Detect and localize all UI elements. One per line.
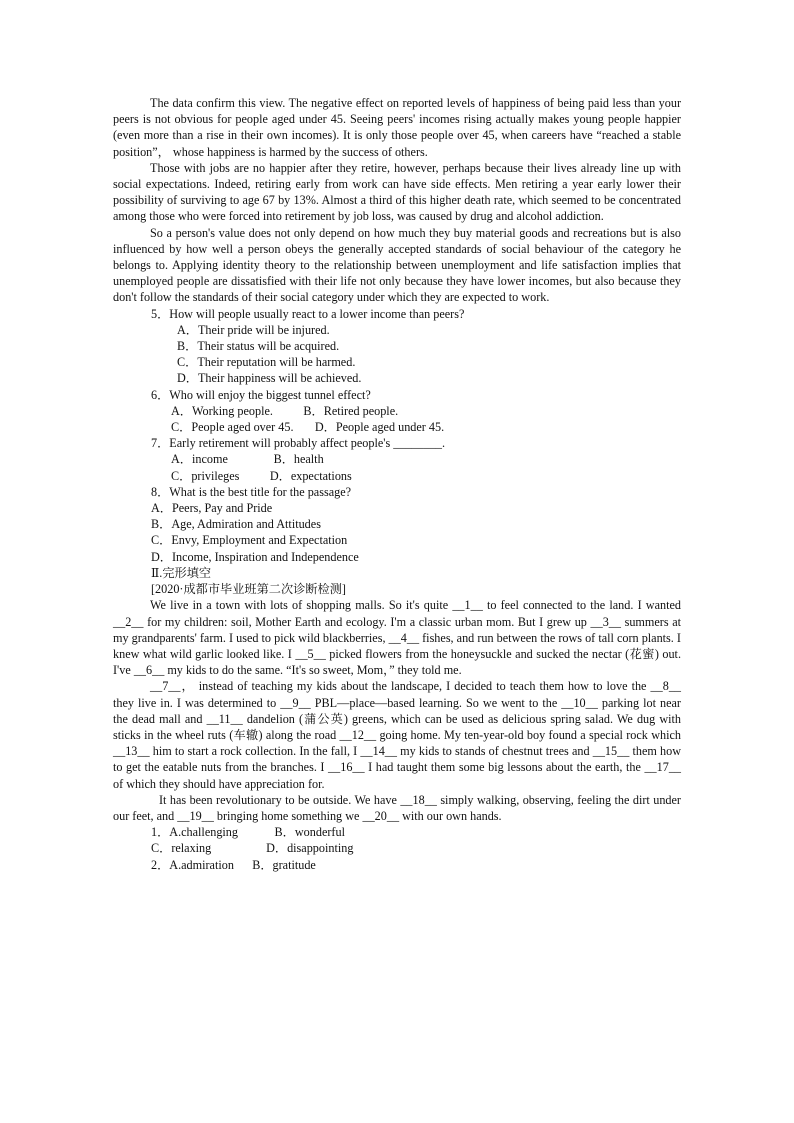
option-b: B．Age, Admiration and Attitudes (151, 517, 321, 532)
question-6 (113, 387, 681, 436)
cloze-paragraph-1 (113, 597, 681, 678)
cloze-text: my kids to stands of chestnut trees and (396, 744, 593, 759)
question-stem: 8．What is the best title for the passage? (151, 484, 352, 499)
options-row-2: C．privileges D．expectations (171, 468, 352, 483)
options-row-2: C．People aged over 45. D．People aged under 45. (171, 420, 445, 435)
cloze-blank: __19__ (177, 808, 214, 823)
cloze-text: him to start a rock collection. In the fall, I (149, 744, 361, 759)
option-b: B．Their status will be acquired. (177, 339, 340, 354)
cloze-paragraph-3 (113, 792, 681, 824)
question-5 (113, 306, 681, 387)
question-stem: 7．Early retirement will probably affect people's ________. (151, 436, 446, 451)
cloze-blank: __2__ (113, 614, 144, 629)
cloze-text: ， instead of teaching my kids about the landscape, I decided to teach them how to love the (180, 679, 651, 694)
cloze-blank: __18__ (400, 792, 437, 807)
cloze-blank: __17__ (644, 760, 682, 775)
question-7 (113, 435, 681, 484)
cloze-blank: __12__ (339, 727, 377, 742)
cloze-text: summers at my grandparents' farm. I used to pick wild blackberries, (113, 614, 681, 645)
cloze-text: of which they should have appreciation for. (113, 776, 325, 791)
cloze-text: picked flowers from the honeysuckle and sucked the nectar (花蜜) out. I've (113, 646, 681, 678)
cloze-blank: __16__ (328, 760, 365, 775)
cloze-blank: __4__ (388, 630, 420, 645)
cloze-text: bringing home something we (213, 808, 363, 823)
cloze-text: PBL—place—based learning. So we went to the (310, 695, 562, 710)
section-heading: Ⅱ.完形填空 (151, 565, 212, 580)
cloze-blank: __15__ (592, 744, 630, 759)
option-d: D．Income, Inspiration and Independence (151, 549, 359, 564)
cloze-text: going home. My ten-year-old boy found a special rock which (376, 727, 682, 742)
cloze-text: I had taught them some big lessons about the earth, the (364, 760, 645, 775)
cloze-text: with our own hands. (399, 808, 502, 823)
cloze-blank: __13__ (113, 744, 150, 759)
question-stem: 5．How will people usually react to a lower income than peers? (151, 306, 465, 321)
cloze-text: for my children: soil, Mother Earth and ecology. I'm a classic urban mom. But I grew up (143, 614, 591, 629)
cloze-text: to feel connected to the land. I wanted (482, 598, 681, 613)
option-c: C．Their reputation will be harmed. (177, 355, 356, 370)
cloze-blank: __8__ (650, 679, 681, 694)
cloze-text: fishes, and run between the rows of tall corn plants. I knew what wild garlic looked like. I (113, 630, 681, 661)
cloze-blank: __7__ (150, 679, 181, 694)
cloze-text: my kids to do the same. “It's so sweet, Mom，” they told me. (164, 663, 462, 678)
cloze-text: It has been revolutionary to be outside. We have (159, 792, 401, 807)
cloze-blank: __10__ (561, 695, 598, 710)
cloze-blank: __1__ (452, 598, 483, 613)
cloze-paragraph-2 (113, 678, 681, 791)
cloze-text: them how to get the eatable nuts from the branches. I (113, 744, 681, 775)
document-page (113, 95, 681, 873)
cloze-blank: __6__ (133, 663, 165, 678)
passage-paragraph-1: The data confirm this view. The negative effect on reported levels of happiness of being paid less than your peers is not obvious for people aged under 45. Seeing peers' incomes rising actually makes young people happier (even more than a rise in their own incomes). It is only those people over 45, when careers have “reached a stable position”， whose happiness is harmed by the success of others. (113, 96, 681, 159)
cloze-options-1-row-1: 1．A.challenging B．wonderful (151, 825, 345, 840)
question-stem: 6．Who will enjoy the biggest tunnel effect? (151, 387, 371, 402)
options-row-1: A．Working people. B．Retired people. (171, 403, 399, 418)
options-row-1: A．income B．health (171, 452, 324, 467)
cloze-blank: __11__ (206, 711, 243, 726)
option-d: D．Their happiness will be achieved. (177, 371, 362, 386)
passage-paragraph-3: So a person's value does not only depend on how much they buy material goods and recreations but is also influenced by how well a person obeys the generally accepted standards of social behaviour of the category he belongs to. Applying identity theory to the relationship between unemployment and life satisfaction implies that unemployed people are dissatisfied with their life not only because they have lower incomes, but also because they don't follow the standards of their social category under which they are expected to work. (113, 225, 681, 305)
cloze-blank: __20__ (362, 808, 400, 823)
cloze-blank: __14__ (360, 744, 397, 759)
cloze-text: they live in. I was determined to (113, 695, 281, 710)
cloze-blank: __9__ (280, 695, 311, 710)
section-source: [2020·成都市毕业班第二次诊断检测] (151, 582, 346, 597)
cloze-text: simply walking, observing, feeling the dirt under our feet, and (113, 792, 681, 823)
option-a: A．Their pride will be injured. (177, 322, 330, 337)
cloze-text: parking lot near the dead mall and (113, 695, 681, 726)
cloze-blank: __3__ (590, 614, 621, 629)
option-c: C．Envy, Employment and Expectation (151, 533, 348, 548)
cloze-options-2-row-1: 2．A.admiration B．gratitude (151, 857, 316, 872)
passage-paragraph-2: Those with jobs are no happier after they retire, however, perhaps because their lives already line up with social expectations. Indeed, retiring early from work can have side effects. Men retiring a year early lower their possibility of surviving to age 67 by 13%. Almost a third of this higher death rate, which seemed to be concentrated among those who were forced into retirement by job loss, was caused by drug and alcohol addiction. (113, 160, 681, 224)
cloze-options-1-row-2: C．relaxing D．disappointing (151, 841, 354, 856)
option-a: A．Peers, Pay and Pride (151, 501, 273, 516)
question-8 (113, 484, 681, 565)
cloze-blank: __5__ (295, 646, 326, 661)
cloze-text: We live in a town with lots of shopping malls. So it's quite (150, 598, 453, 613)
cloze-text: dandelion (蒲公英) greens, which can be used as delicious spring salad. We dug with sticks in the wheel ruts (车辙) along the road (113, 711, 681, 742)
